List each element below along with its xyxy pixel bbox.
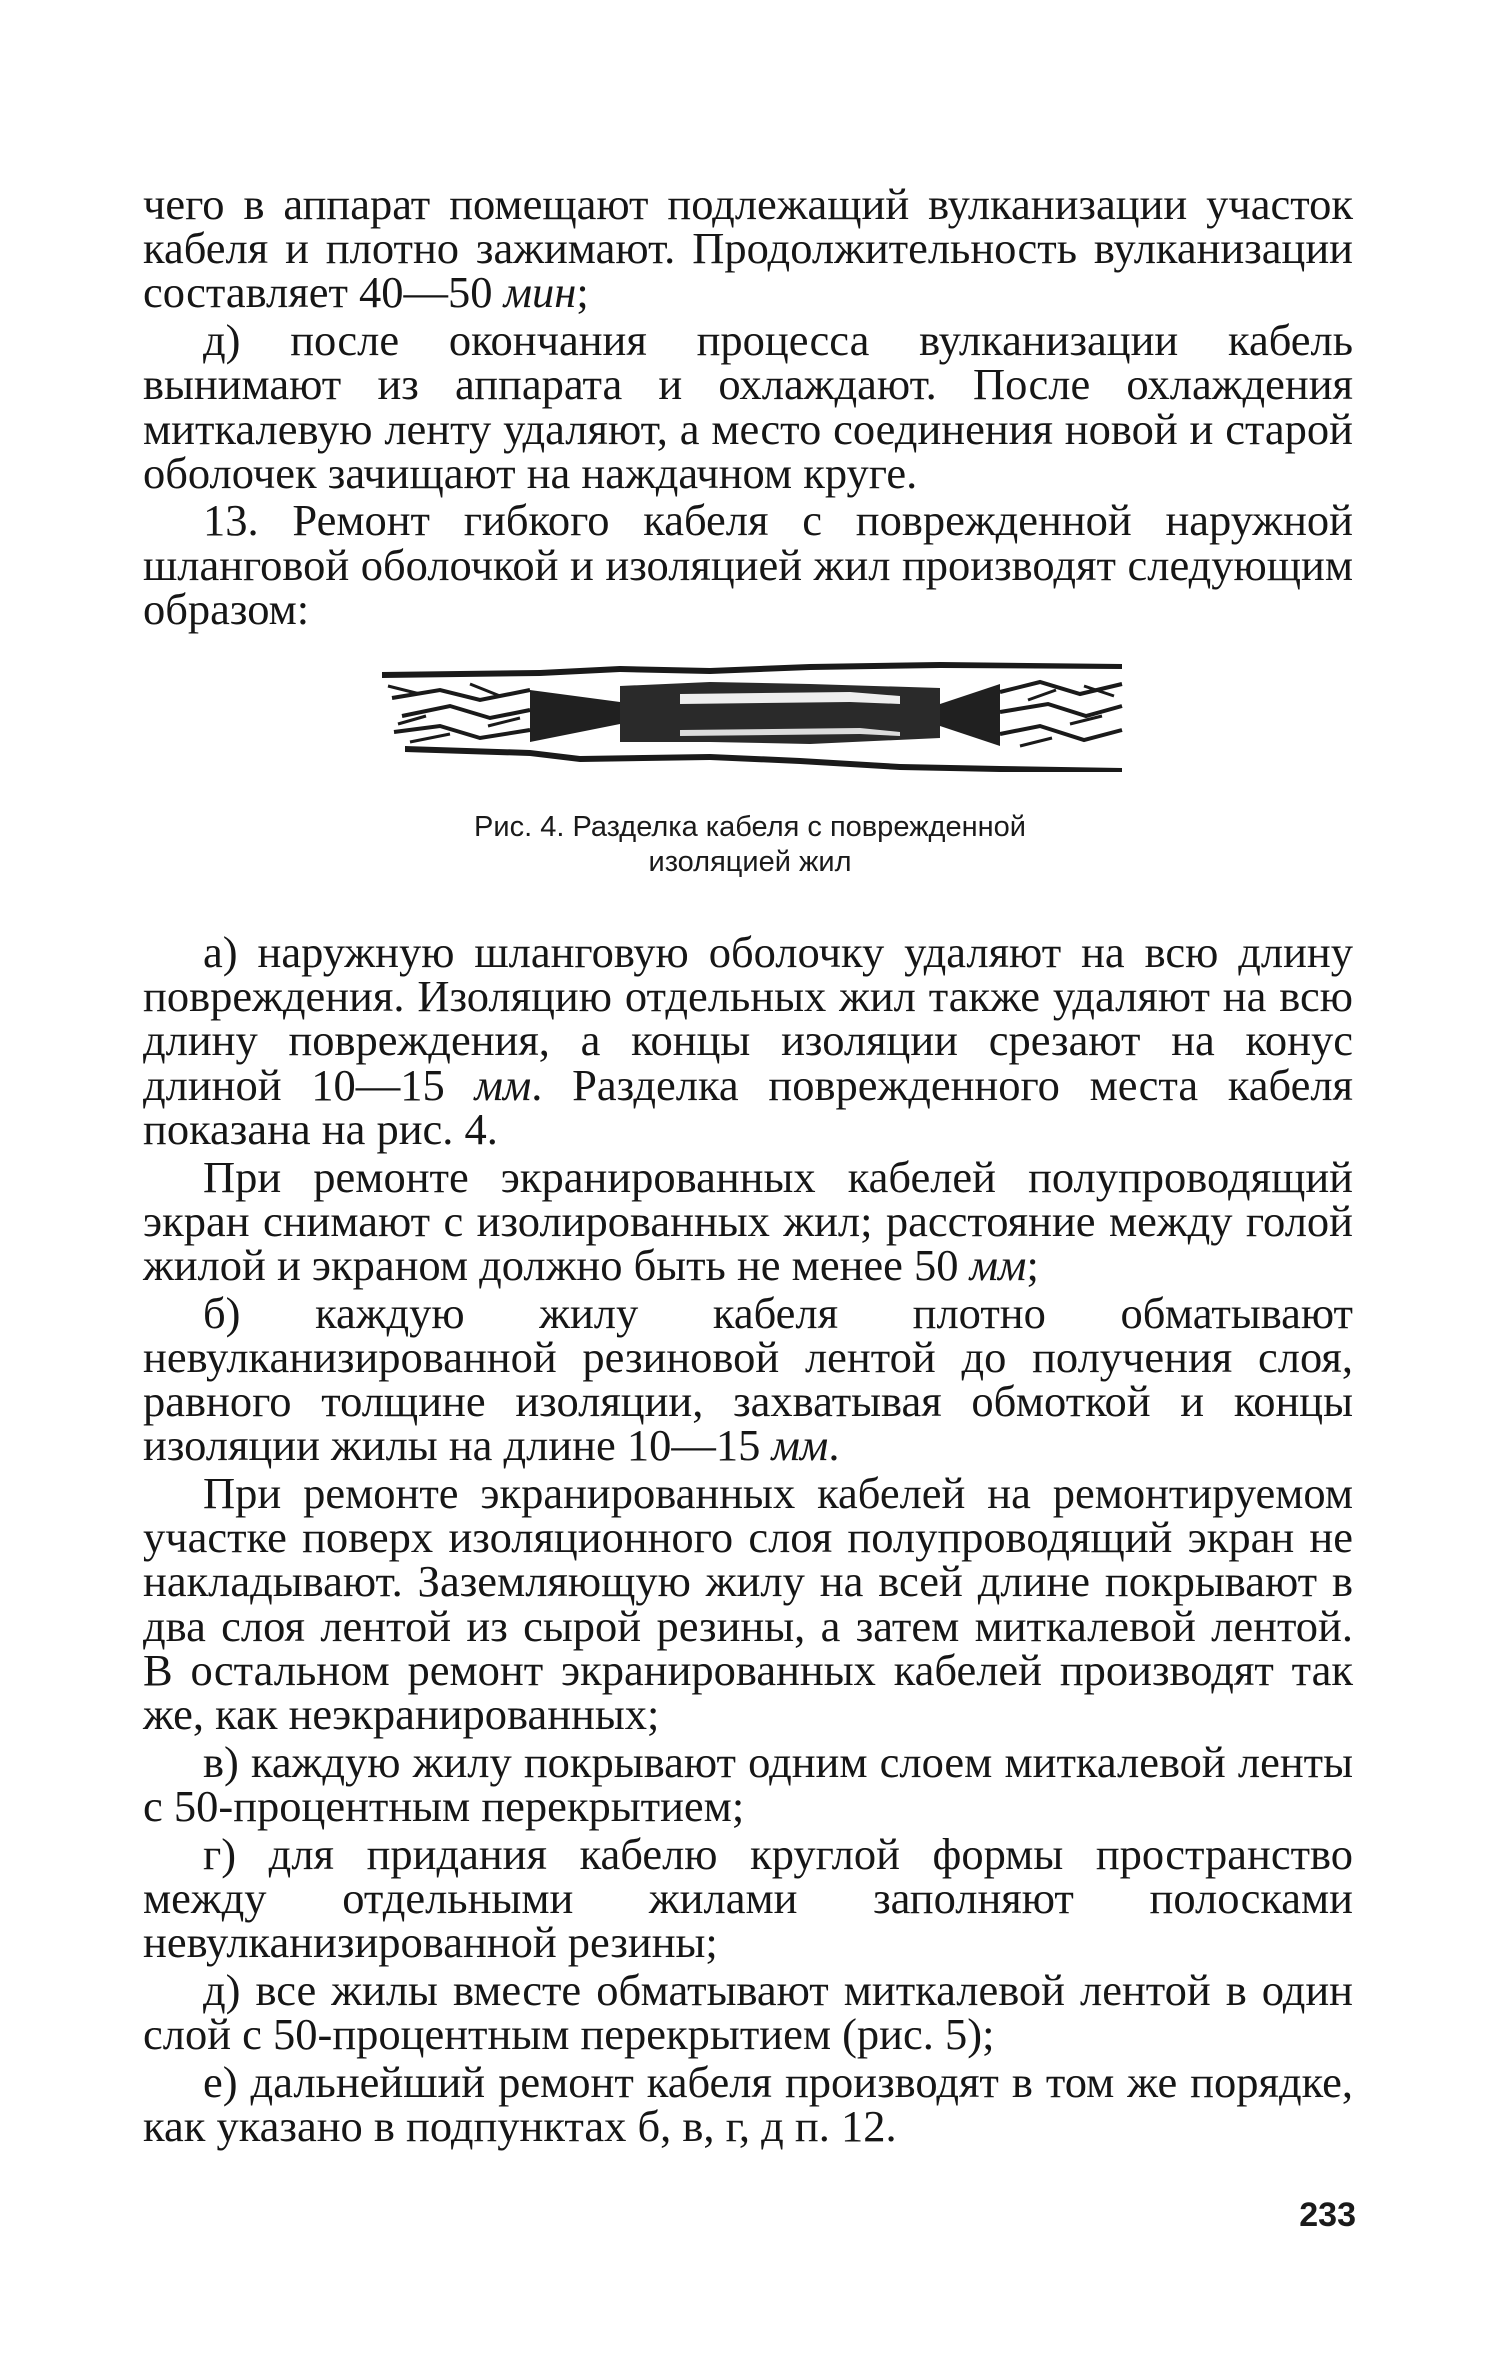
figure-caption bbox=[360, 810, 1140, 880]
unit-min: мин bbox=[503, 267, 577, 318]
paragraph-item-e: е) дальнейший ремонт кабеля производят в том же порядке, как указано в подпунктах б, в, г, д п. 12. bbox=[143, 2056, 1353, 2151]
text-block-bottom bbox=[143, 927, 1353, 2151]
cable-splice-figure bbox=[380, 660, 1125, 772]
caption-line-1: Рис. 4. Разделка кабеля с поврежденной bbox=[474, 811, 1026, 843]
caption-line-2: изоляцией жил bbox=[648, 846, 852, 878]
unit-mm: мм bbox=[474, 1059, 532, 1110]
paragraph-item-g: г) для придания кабелю круглой формы пространство между отдельными жилами заполняют полосками невулканизированной резины; bbox=[143, 1828, 1353, 1967]
paragraph-section-13: 13. Ремонт гибкого кабеля с поврежденной наружной шланговой оболочкой и изоляцией жил производят следующим образом: bbox=[143, 495, 1353, 634]
paragraph-item-v: в) каждую жилу покрывают одним слоем миткалевой ленты с 50-процентным перекрытием; bbox=[143, 1736, 1353, 1831]
paragraph-continuation: чего в аппарат помещают подлежащий вулканизации участок кабеля и плотно зажимают. Продолжительность вулканизации составляет 40—50 мин; bbox=[143, 179, 1353, 318]
paragraph-shielded-note-1: При ремонте экранированных кабелей полупроводящий экран снимают с изолированных жил; расстояние между голой жилой и экраном должно быть не менее 50 мм; bbox=[143, 1151, 1353, 1290]
page-number: 233 bbox=[1299, 2196, 1356, 2234]
text-block-top bbox=[143, 179, 1353, 635]
unit-mm: мм bbox=[771, 1420, 829, 1471]
paragraph-item-b: б) каждую жилу кабеля плотно обматывают невулканизированной резиновой лентой до получения слоя, равного толщине изоляции, захватывая обмоткой и концы изоляции жилы на длине 10—15 мм. bbox=[143, 1287, 1353, 1471]
paragraph-shielded-note-2: При ремонте экранированных кабелей на ремонтируемом участке поверх изоляционного слоя полупроводящий экран не накладывают. Заземляющую жилу на всей длине покрывают в два слоя лентой из сырой резины, а затем миткалевой лентой. В остальном ремонт экранированных кабелей производят так же, как неэкранированных; bbox=[143, 1467, 1353, 1739]
unit-mm: мм bbox=[969, 1239, 1027, 1290]
paragraph-item-a: а) наружную шланговую оболочку удаляют на всю длину повреждения. Изоляцию отдельных жил также удаляют на всю длину повреждения, а концы изоляции срезают на конус длиной 10—15 мм. Разделка поврежденного места кабеля показана на рис. 4. bbox=[143, 927, 1353, 1154]
paragraph-item-d2: д) все жилы вместе обматывают миткалевой лентой в один слой с 50-процентным перекрытием (рис. 5); bbox=[143, 1964, 1353, 2059]
paragraph-item-d: д) после окончания процесса вулканизации кабель вынимают из аппарата и охлаждают. После охлаждения миткалевую ленту удаляют, а место соединения новой и старой оболочек зачищают на наждачном круге. bbox=[143, 315, 1353, 498]
